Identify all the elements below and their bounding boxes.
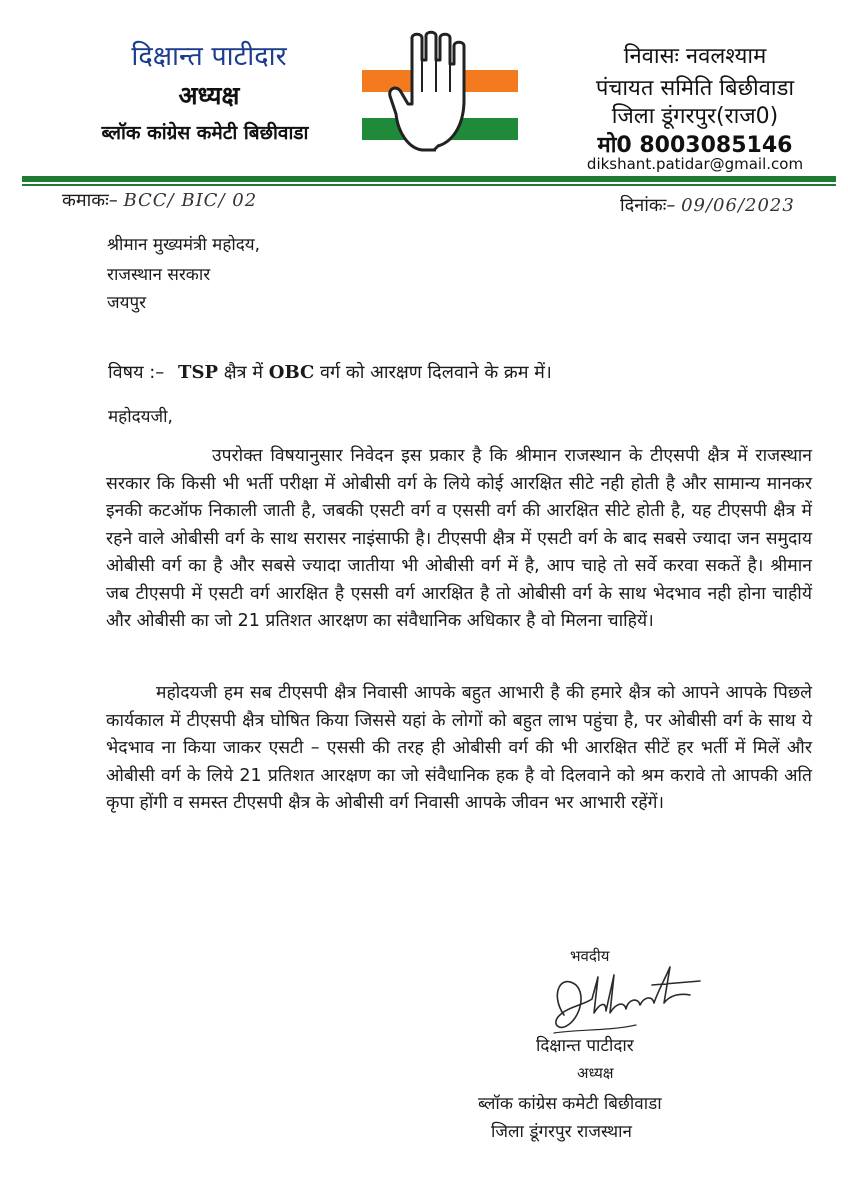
subject-label: विषय :– <box>108 362 165 383</box>
date-label: दिनांकः– <box>620 195 676 216</box>
recipient-line: श्रीमान मुख्यमंत्री महोदय, <box>107 235 261 255</box>
subject-obc: OBC <box>268 362 315 383</box>
closing: भवदीय <box>570 947 610 965</box>
letterhead-title: अध्यक्ष <box>178 81 240 110</box>
body-paragraph: उपरोक्त विषयानुसार निवेदन इस प्रकार है कि श्रीमान राजस्थान के टीएसपी क्षैत्र में राजस्थान सरकार कि किसी भी भर्ती परीक्षा में ओबीसी वर्ग के लिये कोई आरक्षित सीटे नही होती है और सामान्य मानकर इनकी कटऑफ निकाली जाती है, जबकी एसटी वर्ग व एससी वर्ग की आरक्षित सीटे होती है, यह टीएसपी क्षैत्र में रहने वाले ओबीसी वर्ग के साथ सरासर नाइंसाफी है। टीएसपी क्षैत्र में एसटी वर्ग के बाद सबसे ज्यादा जन समुदाय ओबीसी वर्ग का है और सबसे ज्यादा जातीया भी ओबीसी वर्ग में है, आप चाहे तो सर्वे करवा सकतें है। श्रीमान जब टीएसपी में एसटी वर्ग आरक्षित है एससी वर्ग आरक्षित है तो ओबीसी वर्ग के साथ भेदभाव नही होना चाहीयें और ओबीसी का जो 21 प्रतिशत आरक्षण का संवैधानिक अधिकार है वो मिलना चाहियें। <box>106 446 812 631</box>
subject-line <box>108 360 552 384</box>
date-value: 09/06/2023 <box>681 195 795 216</box>
signatory-place: जिला डूंगरपुर राजस्थान <box>491 1122 632 1142</box>
letterhead-email: dikshant.patidar@gmail.com <box>586 155 804 173</box>
letterhead-divider <box>22 176 836 187</box>
handwritten-signature <box>540 955 710 1045</box>
salutation: महोदयजी, <box>108 407 173 427</box>
signatory-organization: ब्लॉक कांग्रेस कमेटी बिछीवाडा <box>478 1094 662 1114</box>
signatory-title: अध्यक्ष <box>577 1064 614 1082</box>
letter-date <box>620 193 795 217</box>
subject-tsp: TSP <box>178 362 218 383</box>
reference-value: BCC/ BIC/ 02 <box>123 190 258 211</box>
letterhead-name: दिक्षान्त पाटीदार <box>131 41 287 72</box>
subject-text: TSP क्षैत्र में OBC वर्ग को आरक्षण दिलवाने के क्रम में। <box>178 362 552 383</box>
reference-number <box>62 188 257 212</box>
recipient-line: जयपुर <box>107 293 147 313</box>
letterhead-organization: ब्लॉक कांग्रेस कमेटी बिछीवाडा <box>101 122 309 144</box>
letterhead-address-line: निवासः नवलश्याम <box>623 44 767 69</box>
signatory-name: दिक्षान्त पाटीदार <box>536 1036 634 1056</box>
body-paragraph: महोदयजी हम सब टीएसपी क्षैत्र निवासी आपके बहुत आभारी है की हमारे क्षैत्र को आपने आपके पिछले कार्यकाल में टीएसपी क्षैत्र घोषित किया जिससे यहां के लोगों को बहुत लाभ पहुंचा है, पर ओबीसी वर्ग के साथ ये भेदभाव ना किया जाकर एसटी – एससी की तरह ही ओबीसी वर्ग की भी आरक्षित सीटें हर भर्ती में मिलें और ओबीसी वर्ग के लिये 21 प्रतिशत आरक्षण का जो संवैधानिक हक है वो दिलवाने को श्रम करावे तो आपकी अति कृपा होंगी व समस्त टीएसपी क्षैत्र के ओबीसी वर्ग निवासी आपके जीवन भर आभारी रहेंगें। <box>106 683 812 813</box>
letterhead-phone: मो0 8003085146 <box>597 133 793 158</box>
reference-label: कमाकः– <box>62 190 118 211</box>
recipient-line: राजस्थान सरकार <box>107 265 211 285</box>
letterhead-address-line: जिला डूंगरपुर(राज0) <box>611 104 779 129</box>
congress-hand-logo-icon <box>360 30 520 155</box>
letterhead-address-line: पंचायत समिति बिछीवाडा <box>595 76 795 101</box>
